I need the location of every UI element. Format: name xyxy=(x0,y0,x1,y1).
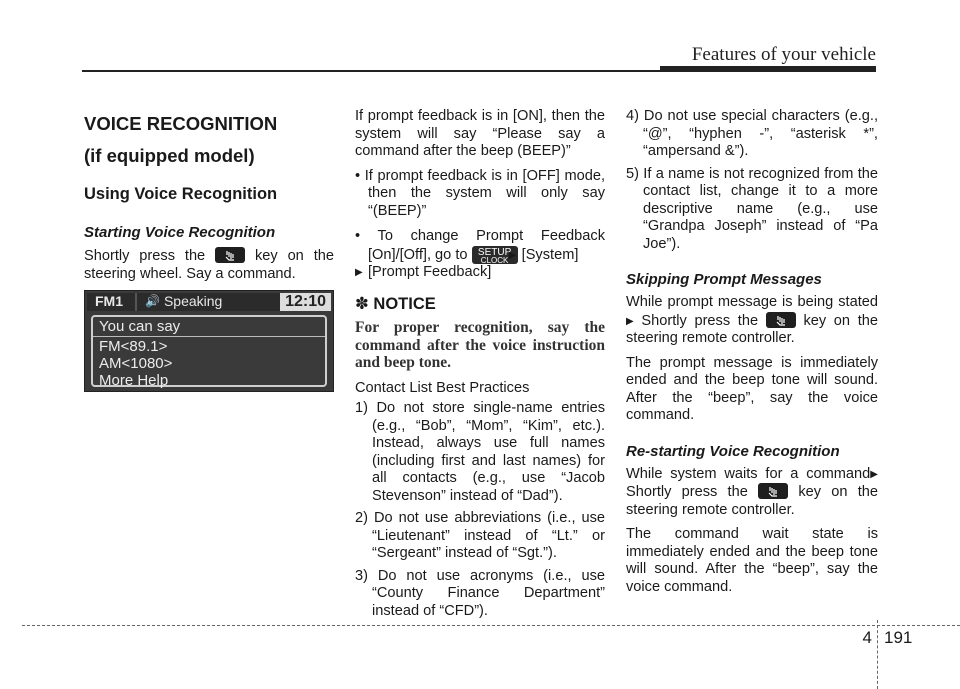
speaker-icon: 🔊 xyxy=(145,294,160,309)
screen-status: Speaking xyxy=(163,293,223,310)
subheading-skipping: Skipping Prompt Messages xyxy=(626,271,822,288)
notice-heading: ✽ NOTICE xyxy=(355,294,436,313)
restart-result: The command wait state is immediately ended and the beep tone will sound. After the “beep”, say the voice command. xyxy=(626,526,878,595)
screen-status-bar xyxy=(87,293,331,311)
footer-rule xyxy=(22,625,960,626)
skip-instruction: While prompt message is being stated▶ Shortly press the key on the steering remote controller. xyxy=(626,294,878,346)
arrow-right-icon: ▶ xyxy=(870,468,878,480)
screen-line: More Help xyxy=(99,372,169,389)
screen-line: You can say xyxy=(93,318,325,337)
chapter-number: 4 xyxy=(862,628,872,647)
restart-instruction: While system waits for a command▶ Shortly press the key on the steering remote controller. xyxy=(626,465,878,518)
screen-clock: 12:10 xyxy=(280,293,331,311)
column-1 xyxy=(84,108,334,392)
screen-band: FM1 xyxy=(95,293,123,310)
subheading-restarting: Re-starting Voice Recognition xyxy=(626,442,840,460)
list-item: 2) Do not use abbreviations (i.e., use “Lieutenant” instead of “Lt.” or “Sergeant” instead of “Sgt.”). xyxy=(355,510,605,561)
page-header-title: Features of your vehicle xyxy=(691,44,876,65)
starting-instruction: Shortly press the key on the steering wheel. Say a command. xyxy=(84,248,334,282)
notice-body: For proper recognition, say the command after the voice instruction and beep tone. xyxy=(355,319,605,371)
main-title-line-2: (if equipped model) xyxy=(84,145,255,166)
arrow-right-icon: ▶ xyxy=(626,315,634,327)
bullet-change-feedback: • To change Prompt Feedback [On]/[Off], go to SETUP CLOCK [System] ▶ [Prompt Feedback] xyxy=(355,228,605,280)
header-rule-accent xyxy=(660,66,876,72)
list-item: 5) If a name is not recognized from the contact list, change it to a more descriptive name (e.g., use “Grandpa Joseph” instead of “Pa Joe”). xyxy=(626,165,878,252)
section-heading: Using Voice Recognition xyxy=(84,185,278,203)
talk-key-icon xyxy=(758,483,788,499)
practices-heading: Contact List Best Practices xyxy=(355,379,530,396)
bullet-prompt-off: • If prompt feedback is in [OFF] mode, then the system will only say “(BEEP)” xyxy=(355,167,605,219)
screen-prompt-panel xyxy=(91,315,327,387)
column-3 xyxy=(626,108,878,603)
list-item: 4) Do not use special characters (e.g., “@”, “hyphen -”, “asterisk *”, “ampersand &”). xyxy=(626,108,878,159)
list-item: 1) Do not store single-name entries (e.g., “Bob”, “Mom”, “Kim”, etc.). Instead, always use full names (including first and last names) for all contacts (e.g., use “Jacob Stevenson” instead of “Dad”). xyxy=(355,400,605,504)
setup-clock-key-icon: SETUP CLOCK xyxy=(472,246,518,264)
audio-display-screen xyxy=(84,290,334,392)
prompt-feedback-intro: If prompt feedback is in [ON], then the system will say “Please say a command after the beep (BEEP)” xyxy=(355,108,605,159)
talk-key-icon xyxy=(766,312,796,328)
page-number: 191 xyxy=(884,628,913,647)
subheading-starting: Starting Voice Recognition xyxy=(84,224,276,241)
screen-line: FM<89.1> xyxy=(99,338,168,355)
talk-key-icon xyxy=(215,247,245,263)
screen-line: AM<1080> xyxy=(99,355,173,372)
list-item: 3) Do not use acronyms (i.e., use “County Finance Department” instead of “CFD”). xyxy=(355,567,605,619)
footer-divider xyxy=(877,620,878,689)
main-title-line-1: VOICE RECOGNITION xyxy=(84,113,278,134)
skip-result: The prompt message is immediately ended and the beep tone will sound. After the “beep”, say the voice command. xyxy=(626,354,878,423)
column-2 xyxy=(355,108,605,625)
